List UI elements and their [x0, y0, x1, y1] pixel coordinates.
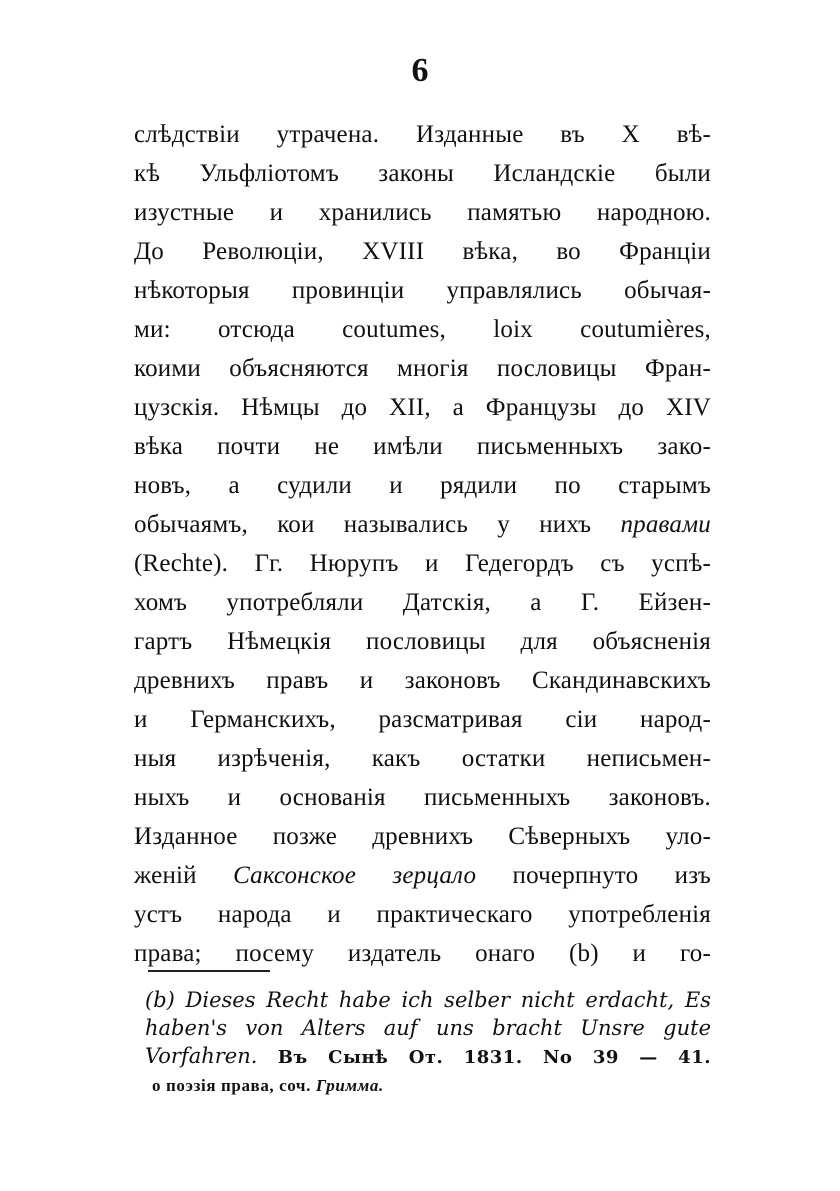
- footnote-line: haben's von Alters auf uns bracht Unsre gute: [145, 1016, 711, 1040]
- text-line: Изданное позже древнихъ Сѣверныхъ уло-: [134, 823, 711, 850]
- text-line: гартъ Нѣмецкія пословицы для объясненія: [134, 628, 711, 655]
- text-line: устъ народа и практическаго употребленія: [134, 901, 711, 928]
- footnote-line: (b) Dieses Recht habe ich selber nicht erdacht, Es: [145, 988, 711, 1012]
- text-line: [134, 508, 711, 542]
- footnote-german: Vorfahren.: [145, 1044, 278, 1068]
- text-line: До Революціи, XVIII вѣка, во Франціи: [134, 238, 711, 265]
- text-line: ныхъ и основанія письменныхъ законовъ.: [134, 784, 711, 811]
- text-line: новъ, а судили и рядили по старымъ: [134, 472, 711, 499]
- text-line: вѣка почти не имѣли письменныхъ зако-: [134, 433, 711, 460]
- text-line: и Германскихъ, разсматривая сіи народ-: [134, 706, 711, 733]
- text-line: древнихъ правъ и законовъ Скандинавскихъ: [134, 667, 711, 694]
- page-number: 6: [411, 52, 429, 89]
- text-line: цузскія. Нѣмцы до XII, а Французы до XIV: [134, 394, 711, 421]
- footnote-author: Гримма.: [315, 1076, 384, 1095]
- text-line: ми: отсюда coutumes, loix coutumières,: [134, 316, 711, 343]
- footnote-text: о поэзія права, соч.: [152, 1076, 316, 1095]
- footnote-citation: Въ Сынѣ От. 1831. No 39 — 41.: [277, 1047, 711, 1068]
- footnote-line: [152, 1072, 718, 1100]
- footnote-line: [145, 1042, 711, 1070]
- italic-term: правами: [620, 511, 711, 538]
- text-line: (Rechte). Гг. Нюрупъ и Гедегордъ съ успѣ-: [134, 550, 711, 577]
- text-span: почерпнуто изъ: [476, 862, 712, 889]
- text-line: слѣдствіи утрачена. Изданные въ X вѣ-: [134, 121, 711, 148]
- text-line: [134, 859, 711, 893]
- text-line: права; посему издатель онаго (b) и го-: [134, 940, 711, 967]
- text-line: нѣкоторыя провинціи управлялись обычая-: [134, 277, 711, 304]
- text-line: коими объясняются многія пословицы Фран-: [134, 355, 711, 382]
- text-span: обычаямъ, кои назывались у нихъ: [134, 511, 621, 538]
- text-line: ныя изрѣченія, какъ остатки неписьмен-: [134, 745, 711, 772]
- text-line: хомъ употребляли Датскія, а Г. Ейзен-: [134, 589, 711, 616]
- text-line: кѣ Ульфліотомъ законы Исландскіе были: [134, 160, 711, 187]
- text-line: изустные и хранились памятью народною.: [134, 199, 711, 226]
- italic-term: Саксонское зерцало: [233, 862, 477, 889]
- text-span: женій: [134, 862, 234, 889]
- footnote-divider: [148, 970, 270, 972]
